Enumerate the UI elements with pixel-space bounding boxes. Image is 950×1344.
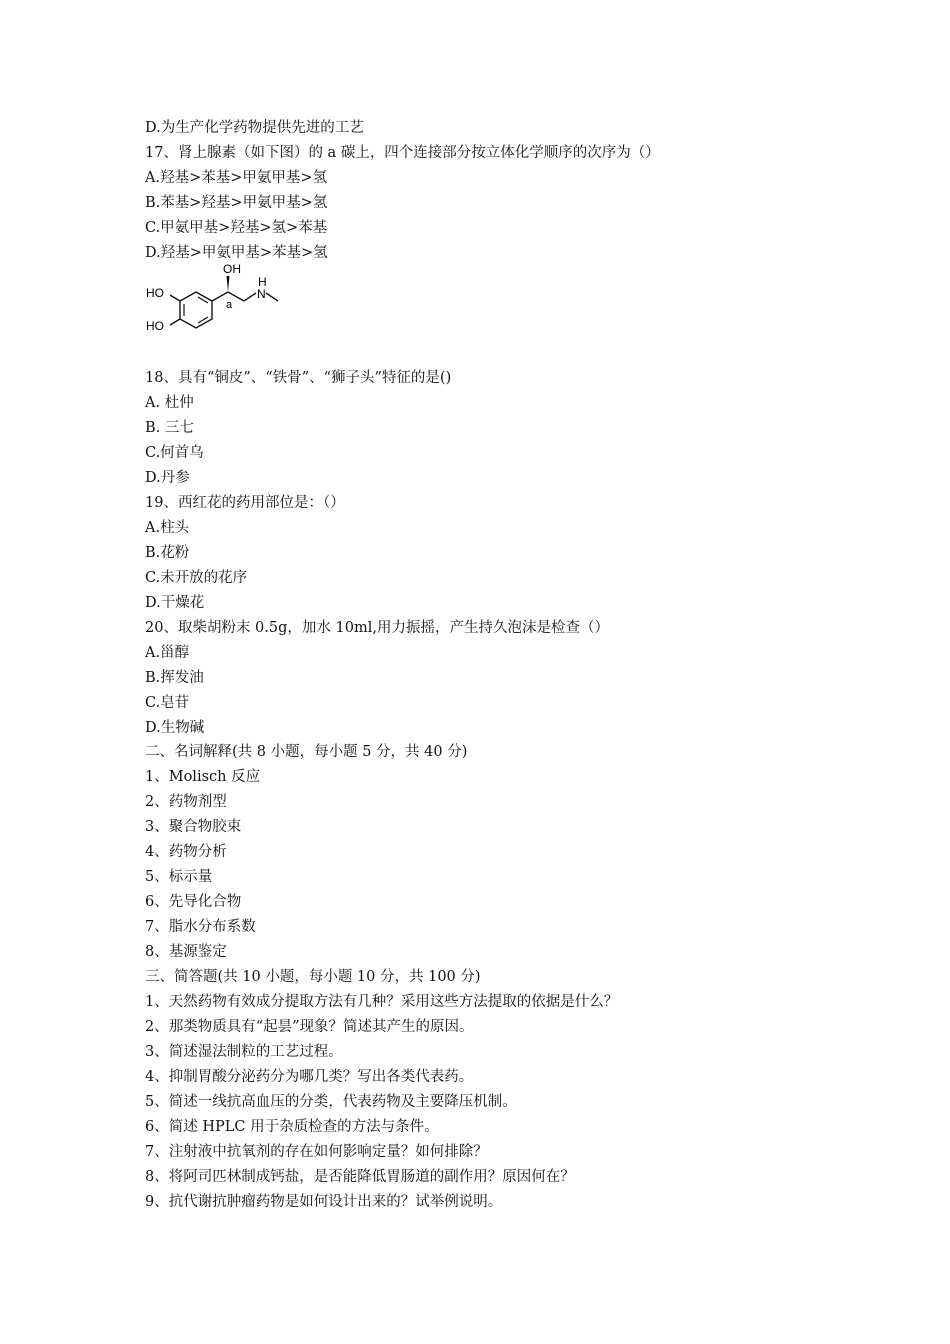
q19-option-c: C.未开放的花序 <box>145 570 248 586</box>
ho-bond-1 <box>170 295 180 301</box>
section3-item: 6、简述 HPLC 用于杂质检查的方法与条件。 <box>145 1119 439 1135</box>
benzene-ring <box>180 292 212 328</box>
section2-item: 5、标示量 <box>145 869 213 885</box>
section2-item: 3、聚合物胶束 <box>145 819 242 835</box>
label-n: N <box>257 287 266 301</box>
q20-option-d: D.生物碱 <box>145 720 205 736</box>
label-ho-upper: HO <box>146 286 164 300</box>
q17-option-d: D.羟基>甲氨甲基>苯基>氢 <box>145 245 328 261</box>
q20-option-c: C.皂苷 <box>145 695 190 711</box>
q19-option-d: D.干燥花 <box>145 595 205 611</box>
q20-stem: 20、取柴胡粉末 0.5g，加水 10ml,用力振摇，产生持久泡沫是检查（） <box>145 620 609 636</box>
section2-item: 2、药物剂型 <box>145 794 227 810</box>
section3-item: 9、抗代谢抗肿瘤药物是如何设计出来的？试举例说明。 <box>145 1194 503 1210</box>
section3-item: 5、简述一线抗高血压的分类，代表药物及主要降压机制。 <box>145 1094 517 1110</box>
n-to-methyl-bond <box>266 293 278 301</box>
section2-item: 6、先导化合物 <box>145 894 242 910</box>
q17-option-a: A.羟基>苯基>甲氨甲基>氢 <box>145 170 328 186</box>
section3-heading: 三、简答题(共 10 小题，每小题 10 分，共 100 分) <box>145 969 481 985</box>
label-alpha-carbon: a <box>226 299 233 311</box>
wedge-bond-oh <box>227 276 230 292</box>
section2-item: 4、药物分析 <box>145 844 227 860</box>
q17-stem: 17、肾上腺素（如下图）的 a 碳上，四个连接部分按立体化学顺序的次序为（） <box>145 145 660 161</box>
label-ho-lower: HO <box>146 319 164 333</box>
q18-option-c: C.何首乌 <box>145 445 204 461</box>
q18-option-a: A. 杜仲 <box>145 395 194 411</box>
q18-option-d: D.丹参 <box>145 470 190 486</box>
section3-item: 7、注射液中抗氧剂的存在如何影响定量？如何排除？ <box>145 1144 488 1160</box>
section3-item: 3、简述湿法制粒的工艺过程。 <box>145 1044 343 1060</box>
q19-option-a: A.柱头 <box>145 520 190 536</box>
section2-item: 7、脂水分布系数 <box>145 919 256 935</box>
q16-option-d: D.为生产化学药物提供先进的工艺 <box>145 120 364 136</box>
section3-item: 8、将阿司匹林制成钙盐，是否能降低胃肠道的副作用？原因何在？ <box>145 1169 575 1185</box>
q17-option-c: C.甲氨甲基>羟基>氢>苯基 <box>145 220 328 236</box>
section2-item: 8、基源鉴定 <box>145 944 227 960</box>
ho-bond-2 <box>170 319 180 325</box>
q20-option-b: B.挥发油 <box>145 670 204 686</box>
section3-item: 1、天然药物有效成分提取方法有几种？采用这些方法提取的依据是什么？ <box>145 994 619 1010</box>
label-h: H <box>258 275 267 289</box>
label-oh: OH <box>223 262 241 276</box>
section2-heading: 二、名词解释(共 8 小题，每小题 5 分，共 40 分) <box>145 744 468 760</box>
q20-option-a: A.甾醇 <box>145 645 190 661</box>
q18-stem: 18、具有“铜皮”、“铁骨”、“狮子头”特征的是() <box>145 370 452 386</box>
section2-item: 1、Molisch 反应 <box>145 769 261 785</box>
section3-item: 2、那类物质具有“起昙”现象？简述其产生的原因。 <box>145 1019 474 1035</box>
section3-item: 4、抑制胃酸分泌药分为哪几类？写出各类代表药。 <box>145 1069 474 1085</box>
q17-option-b: B.苯基>羟基>甲氨甲基>氢 <box>145 195 328 211</box>
q19-stem: 19、西红花的药用部位是：（） <box>145 495 345 511</box>
q19-option-b: B.花粉 <box>145 545 190 561</box>
epinephrine-structure-diagram <box>140 262 280 338</box>
methylene-to-n-bond <box>244 293 256 301</box>
q18-option-b: B. 三七 <box>145 420 194 436</box>
